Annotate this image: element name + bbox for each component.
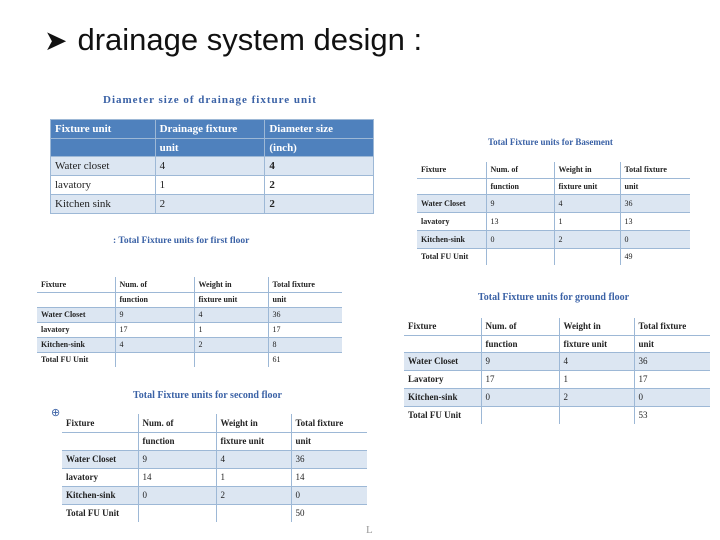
table-cell: Kitchen sink [51,195,156,214]
header-cell: fixture unit [216,432,291,450]
slide-title-text: drainage system design : [77,22,423,57]
table-cell: 1 [216,468,291,486]
header-cell: unit [155,139,265,157]
table-cell: 9 [115,307,194,322]
table-cell: Total FU Unit [404,406,481,424]
table-cell: 4 [194,307,268,322]
table-row [62,450,367,468]
table-row [37,307,342,322]
second-floor-table-caption: Total Fixture units for second floor [133,390,282,401]
table-row [404,406,710,424]
table-cell: 9 [486,194,554,212]
header-cell: Drainage fixture [155,120,265,139]
table-cell: lavatory [417,212,486,230]
header-cell: Weight in [559,318,634,335]
header-cell: Fixture [417,162,486,178]
table-cell: 1 [194,322,268,337]
table-header-row [37,277,342,292]
table-cell: 4 [554,194,620,212]
basement-table [417,162,690,265]
table-cell: Total FU Unit [62,504,138,522]
bullet-arrow-icon: ➤ [44,25,68,56]
table-cell: 2 [155,195,265,214]
header-cell: Total fixture [620,162,690,178]
table-header-row [404,318,710,335]
table-row [37,322,342,337]
ground-floor-table [404,318,710,424]
table-row [417,230,690,248]
table-cell [194,352,268,367]
table-cell [481,406,559,424]
header-cell: function [486,178,554,194]
table-cell: 2 [194,337,268,352]
table-cell [554,248,620,265]
table-cell: 2 [554,230,620,248]
table-cell: 17 [634,370,710,388]
header-cell [37,292,115,307]
table-cell: Water Closet [404,352,481,370]
table-cell: Kitchen-sink [417,230,486,248]
table-header-row [51,120,374,139]
slide-title [44,22,422,58]
corner-mark: L [366,524,373,536]
table-cell: 4 [265,157,374,176]
header-cell: Num. of [481,318,559,335]
header-cell: Weight in [216,414,291,432]
header-cell: Fixture [404,318,481,335]
table-cell: 50 [291,504,367,522]
table-cell [138,504,216,522]
table-cell: Water Closet [62,450,138,468]
table-cell: 17 [268,322,342,337]
table-cell: Kitchen-sink [37,337,115,352]
table-row [62,468,367,486]
header-cell: unit [620,178,690,194]
header-cell [62,432,138,450]
table-row [51,176,374,195]
header-cell: Diameter size [265,120,374,139]
header-cell: (inch) [265,139,374,157]
table-cell: 4 [115,337,194,352]
table-row [62,504,367,522]
table-row [404,388,710,406]
table-row [417,212,690,230]
table-cell: 2 [216,486,291,504]
table-cell [216,504,291,522]
table-cell: 4 [216,450,291,468]
header-cell: function [481,335,559,352]
header-cell: Num. of [115,277,194,292]
table-cell: 0 [634,388,710,406]
table-header-row [417,178,690,194]
table-cell: Kitchen-sink [62,486,138,504]
header-cell: fixture unit [194,292,268,307]
header-cell: unit [268,292,342,307]
table-cell: 36 [634,352,710,370]
table-row [417,248,690,265]
table-cell: 0 [481,388,559,406]
diameter-table [50,119,374,214]
diameter-table-caption: Diameter size of drainage fixture unit [103,94,317,106]
header-cell: Num. of [486,162,554,178]
first-floor-table [37,277,342,367]
header-cell: unit [291,432,367,450]
header-cell [51,139,156,157]
table-cell: Water Closet [417,194,486,212]
table-header-row [404,335,710,352]
table-row [37,337,342,352]
table-cell: Water Closet [37,307,115,322]
header-cell: Total fixture [268,277,342,292]
table-row [62,486,367,504]
header-cell: Fixture unit [51,120,156,139]
table-cell: lavatory [37,322,115,337]
header-cell: Weight in [194,277,268,292]
table-header-row [37,292,342,307]
table-move-handle-icon[interactable]: ⊕ [51,407,61,419]
table-cell: 8 [268,337,342,352]
header-cell: Weight in [554,162,620,178]
table-row [51,195,374,214]
table-cell: 13 [486,212,554,230]
header-cell: fixture unit [554,178,620,194]
table-cell: 49 [620,248,690,265]
table-row [404,352,710,370]
table-cell: Total FU Unit [37,352,115,367]
table-cell: 2 [265,176,374,195]
table-row [404,370,710,388]
header-cell: Fixture [37,277,115,292]
table-cell: 4 [559,352,634,370]
table-cell [115,352,194,367]
table-cell [486,248,554,265]
table-header-row [417,162,690,178]
table-cell: lavatory [62,468,138,486]
table-cell: 14 [291,468,367,486]
header-cell: unit [634,335,710,352]
table-cell: 1 [554,212,620,230]
table-cell: 53 [634,406,710,424]
table-cell: 1 [559,370,634,388]
table-cell: Kitchen-sink [404,388,481,406]
table-row [37,352,342,367]
table-row [51,157,374,176]
header-cell: fixture unit [559,335,634,352]
header-cell: Num. of [138,414,216,432]
table-cell: 0 [486,230,554,248]
first-floor-table-caption: : Total Fixture units for first floor [113,236,250,246]
table-header-row [62,414,367,432]
table-cell: 2 [265,195,374,214]
table-cell: 61 [268,352,342,367]
table-cell: 13 [620,212,690,230]
table-cell [559,406,634,424]
header-cell [404,335,481,352]
table-cell: 4 [155,157,265,176]
table-cell: 2 [559,388,634,406]
second-floor-table [62,414,367,522]
table-cell: 9 [138,450,216,468]
table-cell: 9 [481,352,559,370]
table-header-row [51,139,374,157]
table-cell: 36 [620,194,690,212]
header-cell: Total fixture [291,414,367,432]
table-cell: 14 [138,468,216,486]
table-cell: 1 [155,176,265,195]
table-cell: 0 [620,230,690,248]
table-header-row [62,432,367,450]
header-cell: function [115,292,194,307]
table-cell: Lavatory [404,370,481,388]
header-cell: Fixture [62,414,138,432]
table-cell: 17 [481,370,559,388]
table-cell: Total FU Unit [417,248,486,265]
table-row [417,194,690,212]
table-cell: Water closet [51,157,156,176]
table-cell: lavatory [51,176,156,195]
basement-table-caption: Total Fixture units for Basement [488,137,613,147]
header-cell: Total fixture [634,318,710,335]
header-cell [417,178,486,194]
table-cell: 0 [138,486,216,504]
table-cell: 17 [115,322,194,337]
table-cell: 36 [268,307,342,322]
header-cell: function [138,432,216,450]
table-cell: 0 [291,486,367,504]
table-cell: 36 [291,450,367,468]
ground-floor-table-caption: Total Fixture units for ground floor [478,292,630,303]
